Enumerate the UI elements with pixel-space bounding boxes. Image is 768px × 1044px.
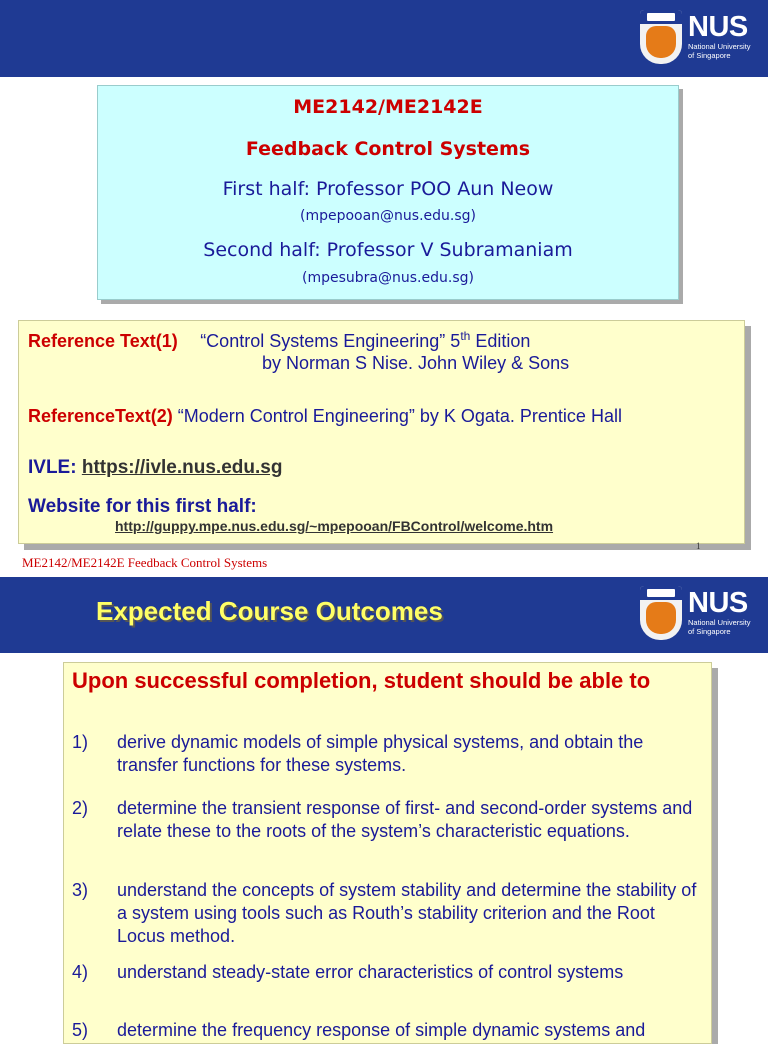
reference-2-title: “Modern Control Engineering” by K Ogata. Prentice Hall xyxy=(172,406,622,426)
nus-crest-icon xyxy=(640,10,682,64)
website-link[interactable]: http://guppy.mpe.nus.edu.sg/~mpepooan/FBControl/welcome.htm xyxy=(115,518,554,534)
outcomes-heading: Upon successful completion, student should be able to xyxy=(72,668,651,693)
second-half-professor: Second half: Professor V Subramaniam xyxy=(203,239,573,261)
ivle-link[interactable]: https://ivle.nus.edu.sg xyxy=(81,457,283,478)
item-number: 2) xyxy=(72,798,89,818)
ivle-line xyxy=(28,457,282,479)
logo-name: NUS xyxy=(688,11,748,43)
logo-subtitle-2: of Singapore xyxy=(688,51,731,60)
nus-crest-icon xyxy=(640,586,682,640)
item-text: understand steady-state error characteristics of control systems xyxy=(117,962,624,982)
outcomes-box xyxy=(63,662,712,1044)
reference-1-author: by Norman S Nise. John Wiley & Sons xyxy=(262,353,570,373)
logo-subtitle-1: National University xyxy=(688,42,751,51)
item-number: 5) xyxy=(72,1020,89,1040)
reference-1 xyxy=(28,329,530,352)
reference-box xyxy=(18,320,745,544)
reference-1-label: Reference Text(1) xyxy=(28,331,178,351)
logo-name-2: NUS xyxy=(688,587,748,619)
course-title-box xyxy=(97,85,679,300)
first-half-email: (mpepooan@nus.edu.sg) xyxy=(299,208,477,224)
first-half-professor: First half: Professor POO Aun Neow xyxy=(222,178,554,200)
item-number: 1) xyxy=(72,732,89,752)
slide2-title: Expected Course Outcomes xyxy=(96,596,443,626)
slide1-footer: ME2142/ME2142E Feedback Control Systems xyxy=(22,555,268,570)
item-text: understand the concepts of system stability and determine the stability of a system using tools such as Routh’s stability criterion and the Root Locus method. xyxy=(117,880,697,946)
reference-1-title: “Control Systems Engineering” 5th Edition xyxy=(200,329,531,351)
item-number: 3) xyxy=(72,880,89,900)
course-title: Feedback Control Systems xyxy=(245,138,531,160)
second-half-email: (mpesubra@nus.edu.sg) xyxy=(302,270,474,286)
nus-logo xyxy=(640,10,760,70)
reference-2 xyxy=(28,406,622,427)
reference-2-label: ReferenceText(2) xyxy=(28,406,173,426)
item-text: derive dynamic models of simple physical systems, and obtain the transfer functions for these systems. xyxy=(117,732,644,775)
item-number: 4) xyxy=(72,962,89,982)
logo-subtitle-1b: National University xyxy=(688,618,751,627)
nus-logo-2 xyxy=(640,586,760,646)
item-text: determine the transient response of first- and second-order systems and relate these to the roots of the system’s characteristic equations. xyxy=(117,798,693,841)
ivle-label: IVLE: xyxy=(28,457,82,478)
website-label: Website for this first half: xyxy=(28,496,257,517)
slide1-header-bar xyxy=(0,0,768,77)
course-code: ME2142/ME2142E xyxy=(293,96,483,118)
item-text: determine the frequency response of simple dynamic systems and xyxy=(117,1020,646,1040)
page-number: 1 xyxy=(696,541,701,551)
logo-subtitle-2b: of Singapore xyxy=(688,627,731,636)
